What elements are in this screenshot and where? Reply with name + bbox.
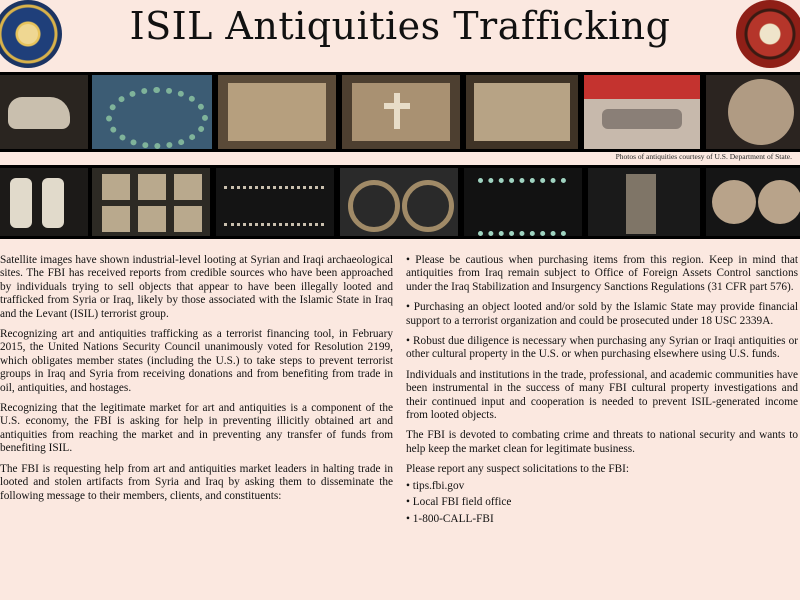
contact-item: • 1-800-CALL-FBI <box>406 512 494 525</box>
art-crime-team-seal-icon <box>736 0 800 68</box>
antiquities-photo-strip-bottom <box>0 165 800 239</box>
paragraph: Individuals and institutions in the trade, professional, and academic communities have been instrumental in the success of many FBI cultural property investigations and their continued input and cooperation is needed to prevent ISIL-generated income from looted objects. <box>406 368 798 422</box>
paragraph: The FBI is devoted to combating crime and threats to national security and wants to help keep the market clean for legitimate business. <box>406 429 798 455</box>
paragraph: Recognizing that the legitimate market for art and antiquities is a component of the U.S. economy, the FBI is asking for help in preventing illicitly obtained art and antiquities from reaching the market and in preventing any transfer of funds from benefiting ISIL. <box>0 402 393 455</box>
page-title: ISIL Antiquities Trafficking <box>129 4 671 48</box>
paragraph: Recognizing art and antiquities trafficking as a terrorist financing tool, in February 2015, the United Nations Security Council unanimously voted for Resolution 2199, which obligates member states (including the U.S.) to take steps to prevent terrorist groups in Iraq and Syria from receiving donations and from benefiting from trade in oil, antiquities, and hostages. <box>0 328 393 394</box>
figurine-photo <box>0 75 88 149</box>
bullet-paragraph: • Please be cautious when purchasing items from this region. Keep in mind that antiquities from Iraq remain subject to Office of Foreign Assets Control sanctions under the Iraq Stabilization and Insurgency Sanctions Regulations (31 CFR part 576). <box>406 254 798 293</box>
clay-tablets-photo <box>92 168 210 236</box>
photo-credit: Photos of antiquities courtesy of U.S. Department of State. <box>615 152 792 161</box>
right-text-column <box>406 254 798 529</box>
cylinder-seals-photo <box>0 168 88 236</box>
contact-item: • Local FBI field office <box>406 496 512 509</box>
bracelets-photo <box>340 168 458 236</box>
bullet-paragraph: • Purchasing an object looted and/or sold by the Islamic State may provide financial support to a terrorist organization and could be prosecuted under 18 USC 2339A. <box>406 301 798 327</box>
manuscript-cross-photo <box>342 75 460 149</box>
rings-photo <box>464 168 582 236</box>
paragraph: The FBI is requesting help from art and antiquities market leaders in halting trade in looted and stolen artifacts from Syria and Iraq by asking them to disseminate the following message to their members, clients, and constituents: <box>0 462 393 502</box>
manuscript-photo-1 <box>218 75 336 149</box>
header <box>0 0 800 72</box>
coin-photo <box>706 75 800 149</box>
beads-photo <box>216 168 334 236</box>
paragraph: Please report any suspect solicitations to the FBI: <box>406 463 630 476</box>
display-case-photo <box>584 75 700 149</box>
stela-photo <box>588 168 700 236</box>
coins-photo <box>706 168 800 236</box>
contact-item: • tips.fbi.gov <box>406 479 465 492</box>
glass-bangles-photo <box>92 75 212 149</box>
paragraph: Satellite images have shown industrial-level looting at Syrian and Iraqi archaeological sites. The FBI has received reports from credible sources who have been approached by individuals trying to sell objects that appear to have been illegally looted and trafficked from Syria or Iraq, likely by those associated with the Islamic State in Iraq and the Levant (ISIL) terrorist group. <box>0 254 393 320</box>
left-text-column <box>0 254 393 510</box>
manuscript-photo-2 <box>466 75 578 149</box>
antiquities-photo-strip-top <box>0 72 800 152</box>
bullet-paragraph: • Robust due diligence is necessary when purchasing any Syrian or Iraqi antiquities or other cultural property in the U.S. or when purchasing elsewhere using U.S. funds. <box>406 335 798 361</box>
